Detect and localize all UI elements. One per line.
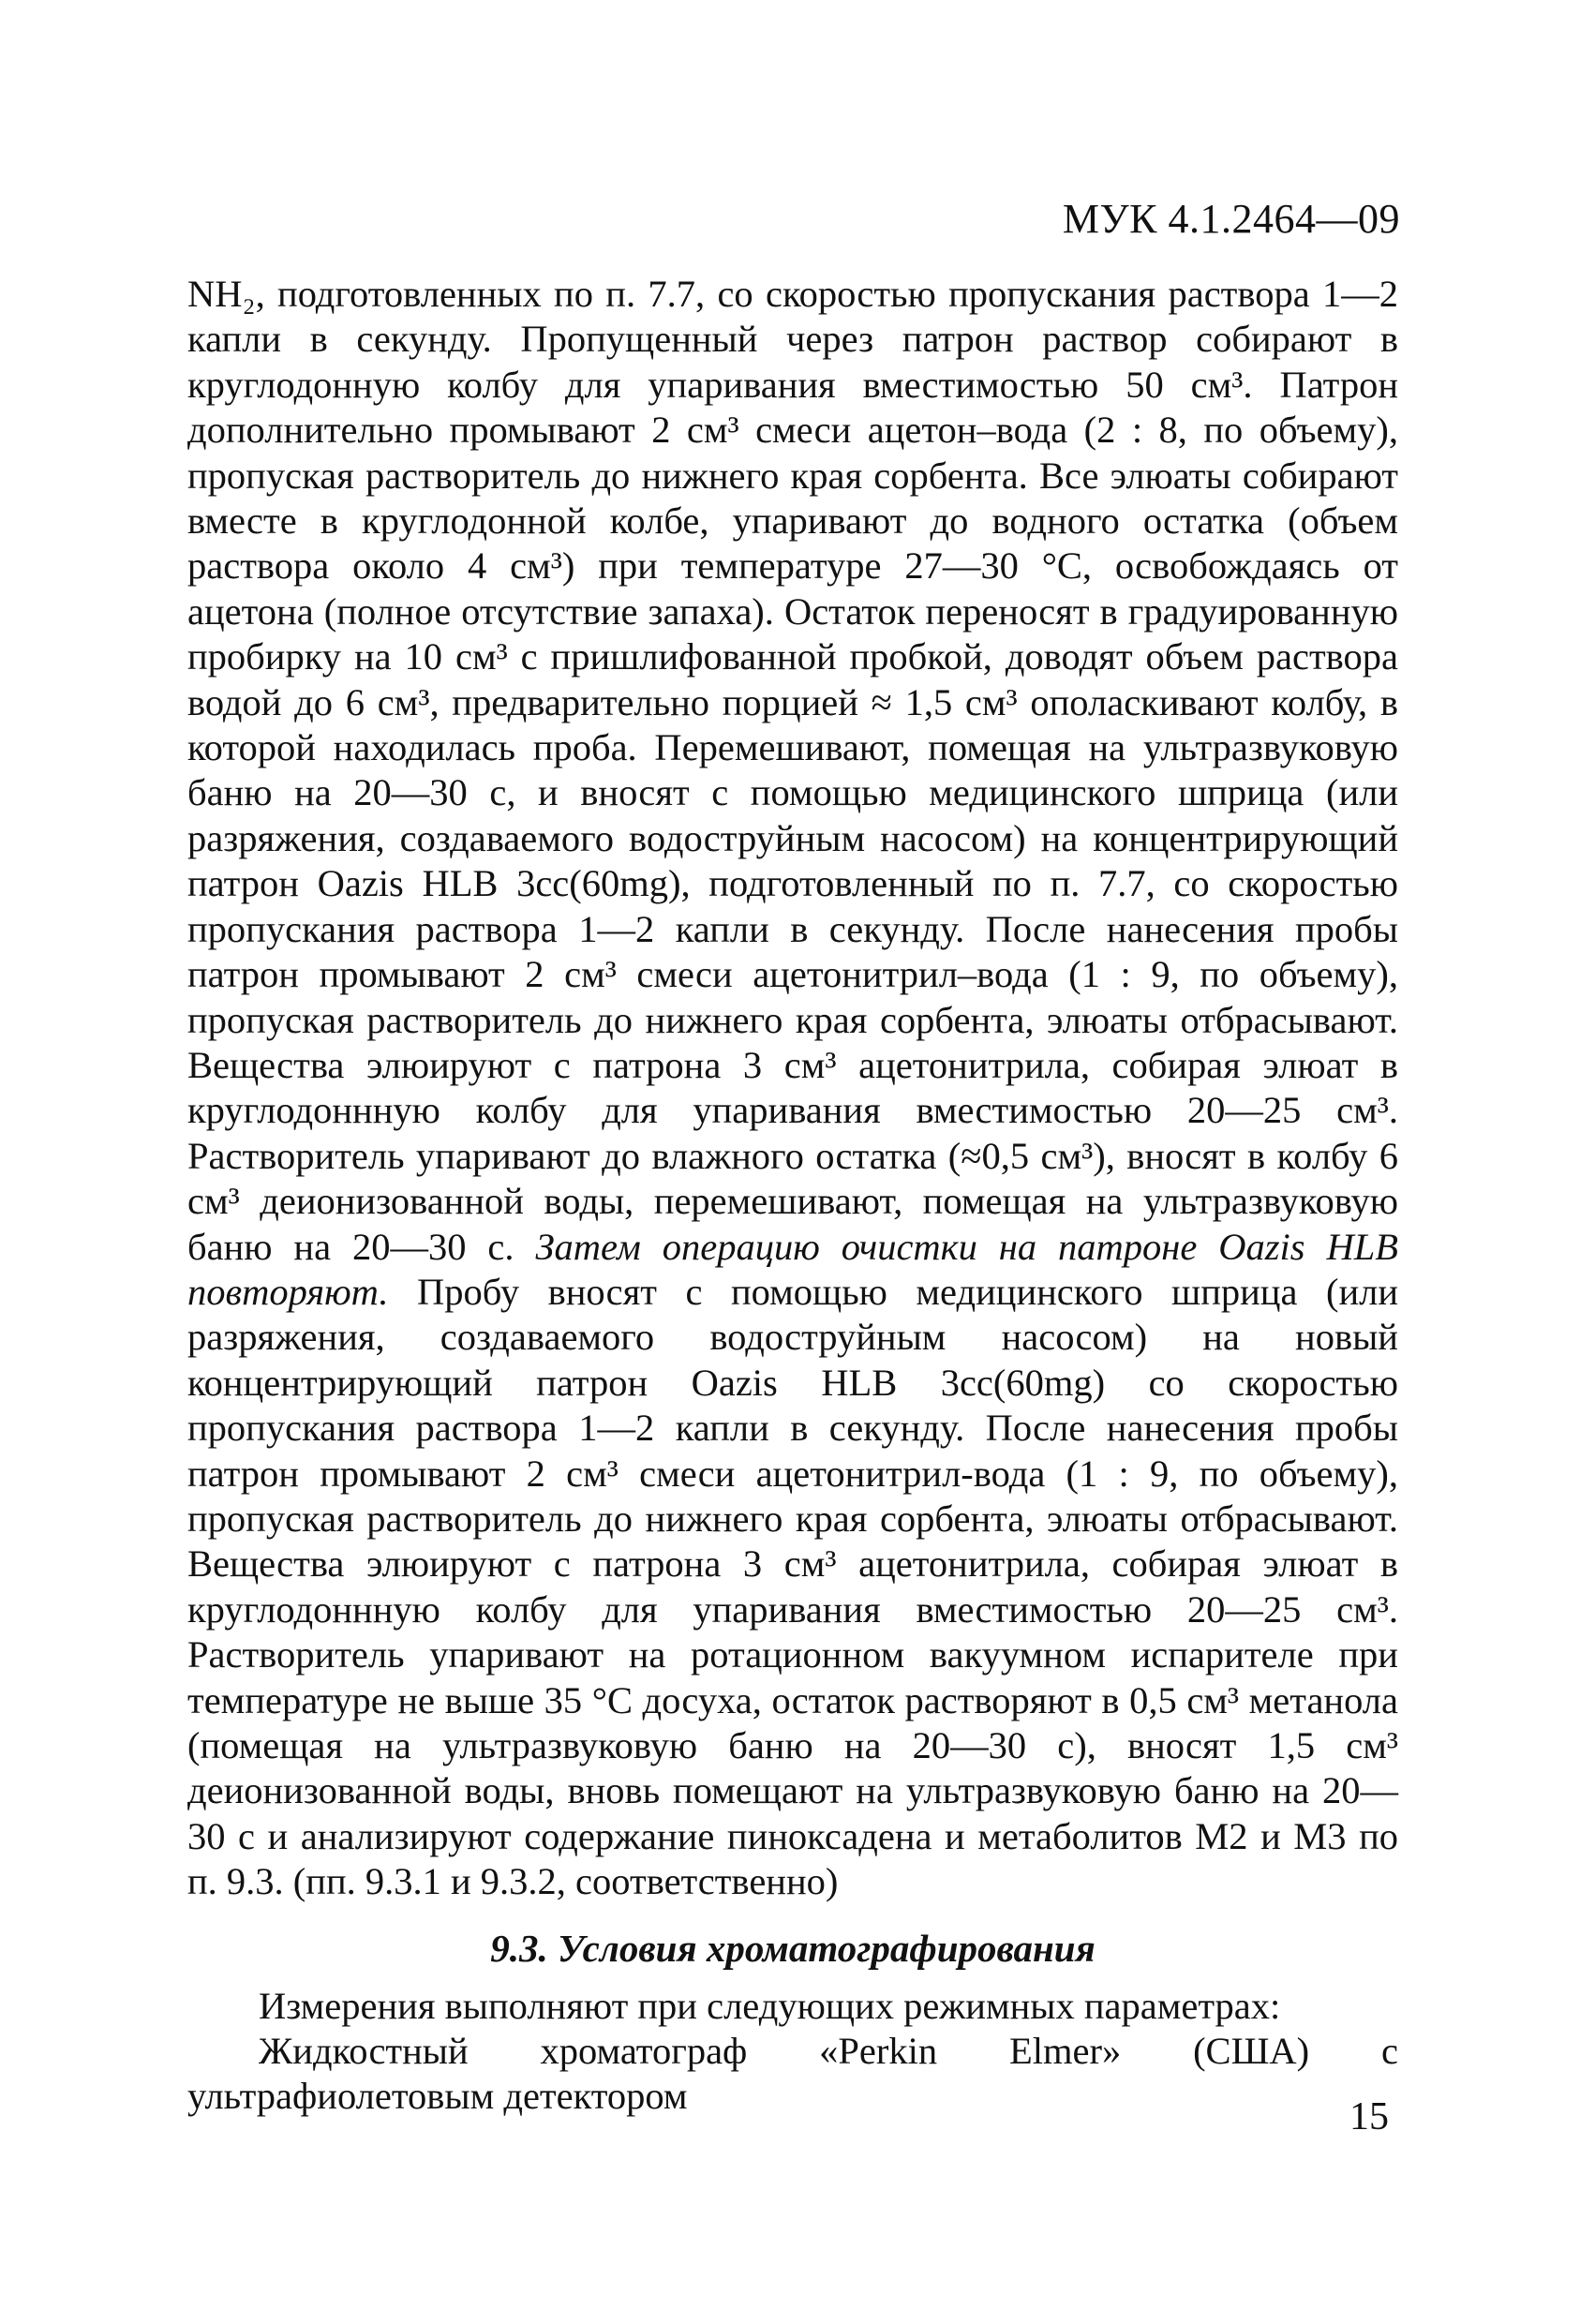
page-number: 15 (1349, 2095, 1389, 2138)
document-code-header: МУК 4.1.2464—09 (1062, 196, 1400, 242)
chromatograph-paragraph: Жидкостный хроматограф «Perkin Elmer» (США) с ультрафиолетовым детектором (187, 2030, 1398, 2118)
procedure-italic-note: Затем операцию очистки на патроне Oazis HLB повторяют. (187, 1225, 1399, 1313)
procedure-paragraph (187, 272, 1398, 1905)
section-heading: 9.3. Условия хроматографирования (490, 1926, 1096, 1970)
document-body (187, 272, 1398, 2120)
procedure-text-part2: Пробу вносят с помощью медицинского шприца (или разряжения, создаваемого водоструйным насосом) на новый концентрирующий патрон Oazis HLB 3cc(60mg) со скоростью пропускания раствора 1—2 капли в секунду. После нанесения пробы патрон промывают 2 см³ смеси ацетонитрил-вода (1 : 9, по объему), пропуская растворитель до нижнего края сорбента, элюаты отбрасывают. Вещества элюируют с патрона 3 см³ ацетонитрила, собирая элюат в круглодоннную колбу для упаривания вместимостью 20—25 см³. Растворитель упаривают на ротационном вакуумном испарителе при температуре не выше 35 °С досуха, остаток растворяют в 0,5 см³ метанола (помещая на ультразвуковую баню на 20—30 с), вносят 1,5 см³ деионизованной воды, вновь помещают на ультразвуковую баню на 20—30 с и анализируют содержание пиноксадена и метаболитов М2 и М3 по п. 9.3. (пп. 9.3.1 и 9.3.2, соответственно) (187, 1270, 1398, 1903)
procedure-text-part1: NH₂, подготовленных по п. 7.7, со скоростью пропускания раствора 1—2 капли в секунду. Пропущенный через патрон раствор собирают в круглодонную колбу для упаривания вместимостью 50 см³. Патрон дополнительно промывают 2 см³ смеси ацетон–вода (2 : 8, по объему), пропуская растворитель до нижнего края сорбента. Все элюаты собирают вместе в круглодонной колбе, упаривают до водного остатка (объем раствора около 4 см³) при температуре 27—30 °С, освобождаясь от ацетона (полное отсутствие запаха). Остаток переносят в градуированную пробирку на 10 см³ с пришлифованной пробкой, доводят объем раствора водой до 6 см³, предварительно порцией ≈ 1,5 см³ ополаскивают колбу, в которой находилась проба. Перемешивают, помещая на ультразвуковую баню на 20—30 с, и вносят с помощью медицинского шприца (или разряжения, создаваемого водоструйным насосом) на концентрирующий патрон Oazis HLB 3cc(60mg), подготовленный по п. 7.7, со скоростью пропускания раствора 1—2 капли в секунду. После нанесения пробы патрон промывают 2 см³ смеси ацетонитрил–вода (1 : 9, по объему), пропуская растворитель до нижнего края сорбента, элюаты отбрасывают. Вещества элюируют с патрона 3 см³ ацетонитрила, собирая элюат в круглодоннную колбу для упаривания вместимостью 20—25 см³. Растворитель упаривают до влажного остатка (≈0,5 см³), вносят в колбу 6 см³ деионизованной воды, перемешивают, помещая на ультразвуковую баню на 20—30 с. (187, 273, 1398, 1268)
measurement-intro-paragraph: Измерения выполняют при следующих режимных параметрах: (259, 1984, 1281, 2027)
